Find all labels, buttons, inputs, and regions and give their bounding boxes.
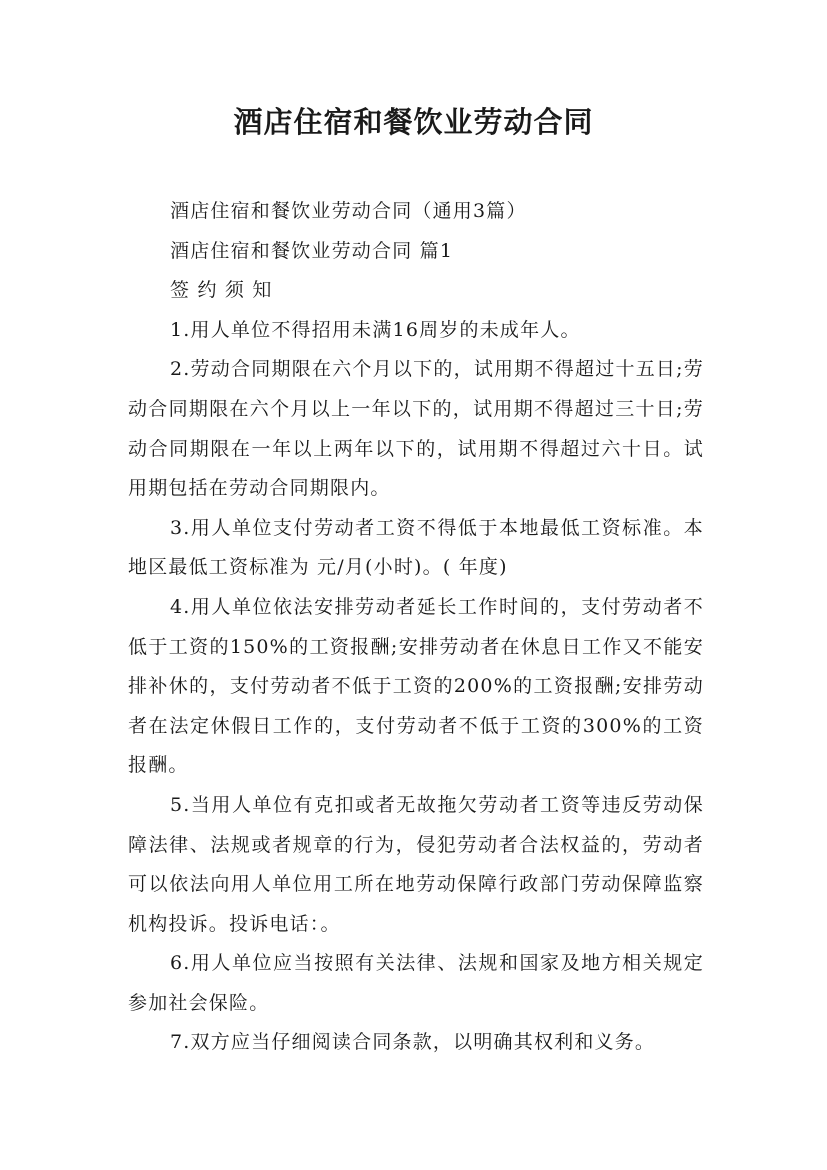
paragraph-collection-heading: 酒店住宿和餐饮业劳动合同（通用3篇） <box>170 200 527 222</box>
paragraph-item-6: 6.用人单位应当按照有关法律、法规和国家及地方相关规定参加社会保险。 <box>128 952 704 1014</box>
paragraph-item-3: 3.用人单位支付劳动者工资不得低于本地最低工资标准。本地区最低工资标准为 元/月(小时)。( 年度) <box>128 516 704 579</box>
document-body <box>128 192 704 1063</box>
document-title: 酒店住宿和餐饮业劳动合同 <box>233 105 594 139</box>
paragraph-item-5: 5.当用人单位有克扣或者无故拖欠劳动者工资等违反劳动保障法律、法规或者规章的行为，侵犯劳动者合法权益的，劳动者可以依法向用人单位用工所在地劳动保障行政部门劳动保障监察机构投诉。投诉电话：。 <box>128 793 704 935</box>
paragraph-item-1: 1.用人单位不得招用未满16周岁的未成年人。 <box>170 318 581 341</box>
paragraph-part-heading: 酒店住宿和餐饮业劳动合同 篇1 <box>170 239 454 262</box>
paragraph-item-7: 7.双方应当仔细阅读合同条款，以明确其权利和义务。 <box>170 1031 656 1054</box>
paragraph-item-2: 2.劳动合同期限在六个月以下的，试用期不得超过十五日;劳动合同期限在六个月以上一年以下的，试用期不得超过三十日;劳动合同期限在一年以上两年以下的，试用期不得超过六十日。试用期包括在劳动合同期限内。 <box>128 358 704 500</box>
paragraph-item-4: 4.用人单位依法安排劳动者延长工作时间的，支付劳动者不低于工资的150%的工资报酬;安排劳动者在休息日工作又不能安排补休的，支付劳动者不低于工资的200%的工资报酬;安排劳动者在法定休假日工作的，支付劳动者不低于工资的300%的工资报酬。 <box>128 595 704 777</box>
paragraph-signing-notice-heading: 签 约 须 知 <box>170 279 273 302</box>
